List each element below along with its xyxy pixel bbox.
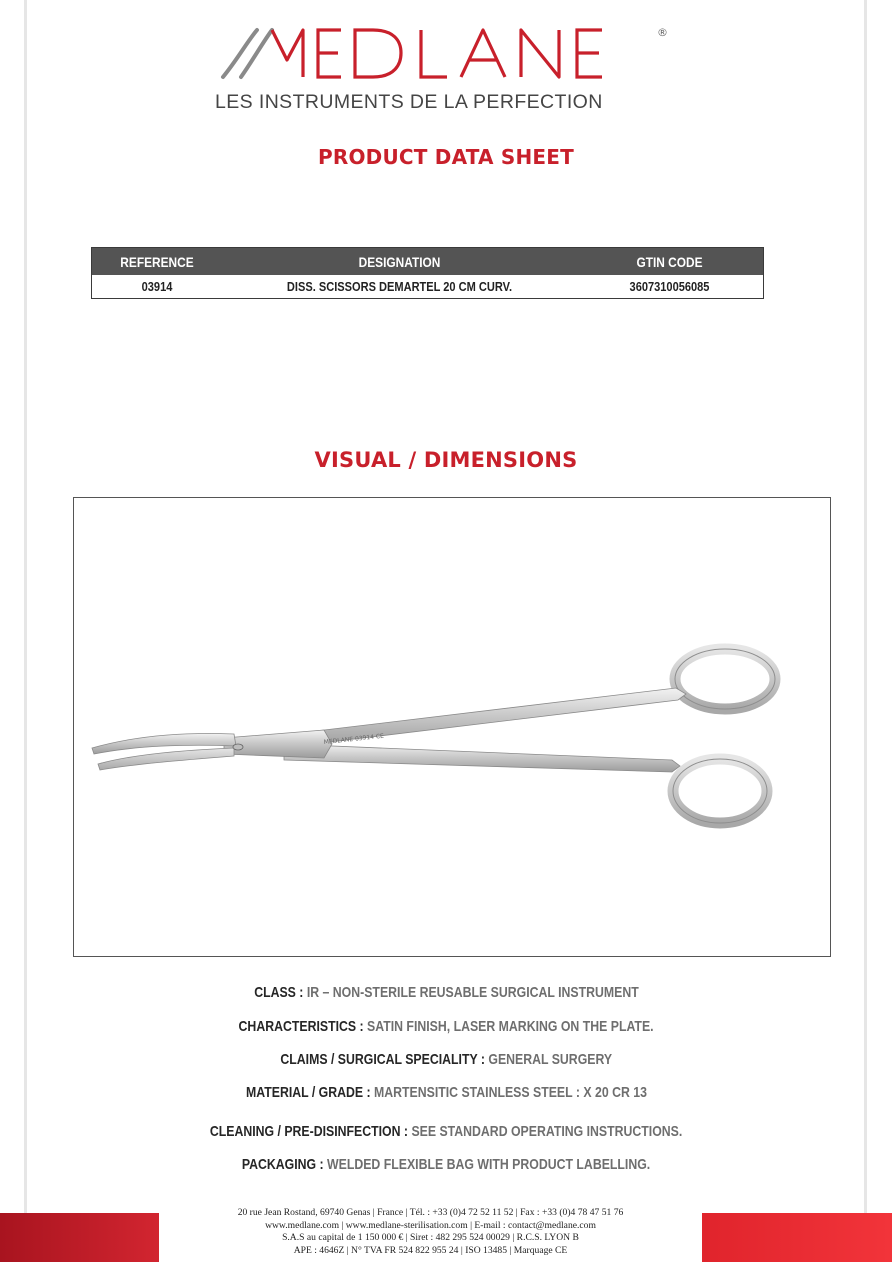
reference-value: 03914 [141,278,173,294]
brand-tagline: LES INSTRUMENTS DE LA PERFECTION [215,91,603,113]
spec-label: PACKAGING : [241,1156,327,1173]
spec-label: CLEANING / PRE-DISINFECTION : [209,1123,412,1140]
footer-legal-line: S.A.S au capital de 1 150 000 € | Siret : 482 295 524 00029 | R.C.S. LYON B [282,1232,579,1244]
registered-mark: ® [657,26,668,39]
spec-value: MARTENSITIC STAINLESS STEEL : X 20 CR 13 [373,1084,647,1101]
footer-address-line: 20 rue Jean Rostand, 69740 Genas | France | Tél. : +33 (0)4 72 52 11 52 | Fax : +33 (0)4 78 47 51 76 [237,1207,624,1218]
spec-value: IR – NON-STERILE REUSABLE SURGICAL INSTRUMENT [306,984,639,1001]
spec-value: SATIN FINISH, LASER MARKING ON THE PLATE. [366,1018,654,1035]
visual-dimensions-title: VISUAL / DIMENSIONS [314,448,578,472]
product-data-sheet-title: PRODUCT DATA SHEET [318,145,574,169]
right-border-rule [864,0,867,1262]
spec-class [0,984,892,1001]
laser-engraving: MEDLANE 03914 CE [323,732,385,746]
left-border-rule [24,0,27,1262]
designation-value: DISS. SCISSORS DEMARTEL 20 CM CURV. [286,278,513,294]
spec-label: CLAIMS / SURGICAL SPECIALITY : [280,1051,489,1068]
spec-material [0,1084,892,1101]
scissors-image [74,498,829,955]
footer-registration-line: APE : 4646Z | N° TVA FR 524 822 955 24 | ISO 13485 | Marquage CE [293,1244,568,1256]
spec-cleaning [0,1123,892,1140]
product-photo-frame [73,497,831,957]
spec-value: SEE STANDARD OPERATING INSTRUCTIONS. [411,1123,683,1140]
reference-table-header [92,248,763,275]
spec-packaging [0,1156,892,1173]
spec-label: CHARACTERISTICS : [238,1018,367,1035]
spec-label: MATERIAL / GRADE : [245,1084,374,1101]
spec-label: CLASS : [253,984,307,1001]
header-reference: REFERENCE [120,253,194,270]
reference-table [91,247,764,299]
header-gtin-code: GTIN CODE [636,253,703,270]
spec-value: WELDED FLEXIBLE BAG WITH PRODUCT LABELLING. [326,1156,651,1173]
gtin-code-value: 3607310056085 [629,278,710,294]
header-designation: DESIGNATION [358,253,441,270]
spec-characteristics [0,1018,892,1035]
footer-red-bar-left [0,1213,159,1262]
medlane-logo [215,20,685,120]
footer-red-bar-right [702,1213,892,1262]
company-footer [159,1207,702,1257]
medlane-wordmark [215,20,685,90]
spec-claims [0,1051,892,1068]
footer-web-line: www.medlane.com | www.medlane-sterilisation.com | E-mail : contact@medlane.com [265,1219,596,1231]
spec-value: GENERAL SURGERY [488,1051,612,1068]
table-row [92,275,763,297]
